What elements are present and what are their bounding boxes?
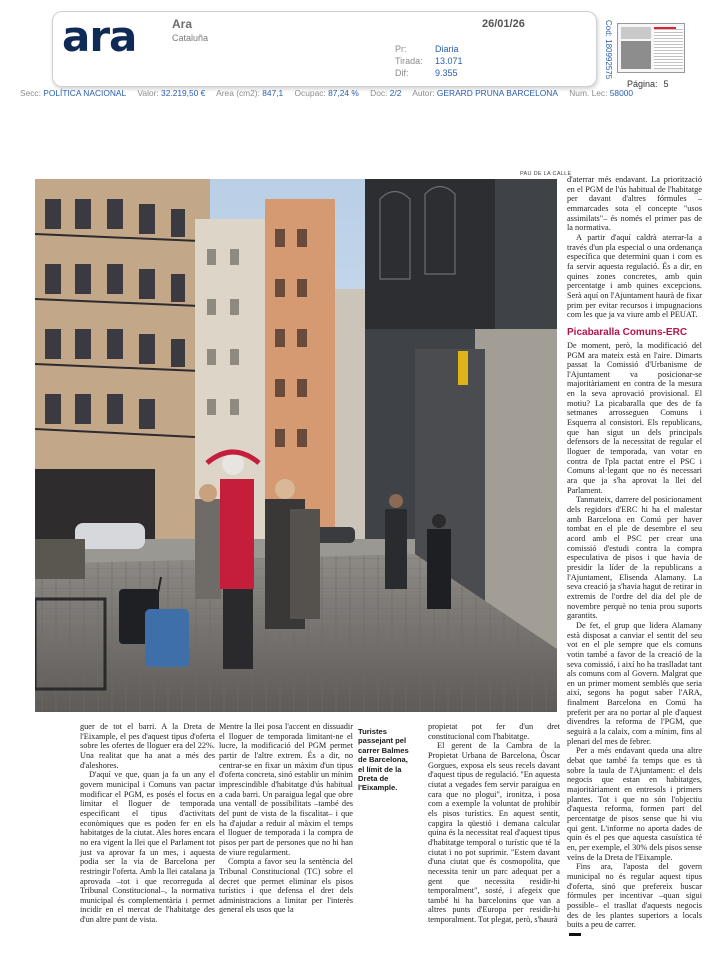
info-numlec-value: 58000	[609, 88, 634, 98]
paragraph: De fet, el grup que lidera Alamany està disposat a canviar el sentit del seu vot en el ple sempre que els comuns votin també a favor de la creació de la seva comissió, i així ho ha traslladat tant als comuns com al Govern. Malgrat que en un primer moment semblés que seria així, segons ha pogut saber l'ARA, finalment Barcelona en Comú ha preferit per ara no portar al ple d'aquest divendres la reforma de l'PGM, que seguirà a la calaix, com a mínim, fins al plenari del mes de febrer.	[567, 620, 702, 746]
info-area-value: 847,1	[262, 88, 284, 98]
info-area-label: Area (cm2):	[216, 88, 260, 98]
info-numlec	[569, 88, 633, 98]
publication-date: 26/01/26	[482, 18, 525, 30]
info-valor	[137, 88, 205, 98]
paragraph: De moment, però, la modificació del PGM ara mateix està en l'aire. Dimarts passat la Comissió d'Urbanisme de l'Ajuntament va posicionar-se majoritàriament en contra de la mesura en la seva aprovació provisional. El motiu? La picabaralla que des de fa setmanes arrosseguen Comuns i Esquerra al consistori. Els republicans, que han sigut un dels principals defensors de la necessitat de regular el lloguer de temporada, van votar en contra de l'pla pactat entre el PSC i Comuns al·legant que no és necessari ara que ja s'ha aprovat la llei del Parlament.	[567, 340, 702, 495]
paragraph: Per a més endavant queda una altre debat que també fa temps que es tà sobre la taula de l'Ajuntament: el dels negocis que estan en habitatges, majoritàriament en entresols i primers plantes. Tot i que no són l'objectiu d'aquesta reforma, formen part del percentatge de pisos sense que hi viu qui gent. L'informe no aporta dades de quin és el pes que aquesta casuística té en, per exemple, el 30% dels pisos sense veïns de la Dreta de l'Eixample.	[567, 746, 702, 862]
info-ocupac	[295, 88, 359, 98]
paragraph: Compta a favor seu la sentència del Tribunal Constitucional (TC) sobre el decret que permet eliminar els pisos turístics i que defensa el dret dels administracions a limitar per l'interès general els usos que la	[219, 857, 353, 915]
thumb-text-block	[654, 27, 683, 69]
paragraph: guer de tot el barri. A la Dreta de l'Eixample, el pes d'aquest tipus d'oferta sobre les ofertes de lloguer era del 22%. Una realitat que ha anat a més des d'aleshores.	[80, 722, 215, 770]
meta-tirada	[395, 56, 463, 66]
article-bottom-column-1	[80, 722, 215, 925]
paragraph: Fins ara, l'aposta del govern municipal no és regular aquest tipus d'oferta, sinó que prefereix buscar fórmules per incentivar –quan sigui possible– el trasllat d'aquests negocis des de les plantes superiors a locals buits a peu de carrer.	[567, 862, 702, 930]
publication-name: Ara	[172, 17, 193, 31]
meta-pr-label: Pr:	[395, 44, 407, 54]
paragraph: El gerent de la Cambra de la Propietat Urbana de Barcelona, Òscar Gorgues, exposa els seus recels davant d'aquest tipus de regulació. "En aquesta ciutat a vegades fem servir paraigua en cara que no plogui", ironitza, i posa com a exemple la voluntat de prohibir els pisos turístics. En aquest sentit, capgira la qüestió i demana calcular quina és la necessitat real d'aquest tipus d'habitatge temporal o turístic que té la ciutat i no pot suprimir. "Estem davant d'una ciutat que és cosmopolita, que necessita tenir un parc adequat per a gent que necessita residir-hi temporalment", sosté, i afegeix que també hi ha barcelonins que van a altres punts d'Europa per residir-hi temporalment. Tot plegat, però, s'haurà	[428, 741, 560, 925]
info-secc-value: POLÍTICA NACIONAL	[43, 88, 127, 98]
meta-tirada-value: 13.071	[435, 56, 463, 66]
street-photo	[35, 179, 557, 712]
article-end-mark	[569, 933, 581, 936]
paragraph: Tanmateix, darrere del posicionament dels regidors d'ERC hi ha el malestar amb Barcelona en Comú per haver tombat en el ple de desembre el seu acord amb el PSC per crear una comissió d'estudi contra la compra especulativa de pisos i que havia de presidir la líder de la republicans a l'Ajuntament, Elisenda Alamany. La seva creació ja s'havia hagut de retirar in extremis de l'ordre del dia del ple de novembre perquè no tenia prou suports garantits.	[567, 495, 702, 621]
thumb-photo-block	[621, 41, 651, 69]
info-autor-value: GERARD PRUNA BARCELONA	[436, 88, 558, 98]
info-area	[216, 88, 283, 98]
photo-caption: Turistes passejant pel carrer Balmes de Barcelona, el límit de la Dreta de l'Eixample.	[358, 727, 409, 793]
meta-pr	[395, 44, 459, 54]
info-valor-value: 32.219,50 €	[161, 88, 206, 98]
subheading: Picabaralla Comuns-ERC	[567, 326, 688, 338]
meta-tirada-label: Tirada:	[395, 56, 423, 66]
paragraph: propietat pot fer d'un dret constitucional com l'habitatge.	[428, 722, 560, 741]
info-secc	[20, 88, 126, 98]
info-autor	[412, 88, 558, 98]
page-number-value: 5	[663, 79, 669, 89]
info-doc	[370, 88, 401, 98]
publication-region: Cataluña	[172, 33, 209, 43]
info-secc-label: Secc:	[20, 88, 41, 98]
paragraph: d'aterrar més endavant. La priorització en el PGM de l'ús habitual de l'habitatge per davant d'altres fórmules –emmarcades sota el concepte "usos assimilats"– és només el primer pas de la normativa.	[567, 175, 702, 233]
paragraph: D'aquí ve que, quan ja fa un any el govern municipal i Comuns van pactar modificar el PGM, es posés el focus en limitar el lloguer de temporada especificant el tipus d'activitats econòmiques que es poden fer en els habitatges de la ciutat. Ales hores encara no era vigent la llei que el Parlament tot just va aprovar fa un mes, i aquesta podia ser la via de Barcelona per restringir l'oferta. Amb la llei catalana ja aprovada –tot i que recorreguda al Tribunal Constitucional–, la normativa municipal és complementària i permet incidir en el mercat de l'habitatge des d'un altre punt de vista.	[80, 770, 215, 925]
article-bottom-column-4	[428, 722, 560, 925]
meta-dif	[395, 68, 458, 78]
info-numlec-label: Num. Lec:	[569, 88, 608, 98]
page-thumbnail[interactable]	[617, 23, 685, 73]
info-ocupac-label: Ocupac:	[294, 88, 326, 98]
clipping-code: Cod: 180992575	[604, 20, 613, 80]
article-right-column	[567, 175, 702, 940]
info-doc-label: Doc:	[370, 88, 388, 98]
ara-logo: ara	[62, 12, 137, 61]
thumb-red-rule	[654, 27, 676, 29]
meta-pr-value: Diaria	[435, 44, 459, 54]
paragraph: A partir d'aquí caldrà aterrar-la a través d'un pla especial o una ordenança específica que determini quan i com es fa servir aquesta regulació. És a dir, en quines zones concretes, amb quin percentatge i amb quines excepcions. Serà aquí on l'Ajuntament haurà de fixar prim per evitar recursos i impugnacions com les que ja va viure amb el PEUAT.	[567, 232, 702, 320]
info-doc-value: 2/2	[389, 88, 402, 98]
info-autor-label: Autor:	[412, 88, 435, 98]
paragraph: Mentre la llei posa l'accent en dissuadir el lloguer de temporada limitant-ne el lucre, la modificació del PGM permet partir de l'altre extrem. És a dir, no centrar-se en fixar un màxim d'un tipus d'oferta concreta, sinó establir un mínim imprescindible d'habitatge d'ús habitual a cada barri. Un paraigua legal que obre una ventall de possibilitats –també des del punt de vista de la fiscalitat– i que ha d'ajudar a reduir al màxim el temps el lloguer de temporada i la compra de pisos per part de persones que no hi han de viure regularment.	[219, 722, 353, 857]
meta-dif-label: Dif:	[395, 68, 409, 78]
photo-credit: PAU DE LA CALLE	[520, 171, 572, 177]
street-photo-illustration	[35, 179, 557, 712]
info-valor-label: Valor:	[137, 88, 159, 98]
thumb-title-block	[621, 27, 651, 39]
info-ocupac-value: 87,24 %	[328, 88, 359, 98]
clipping-info-bar	[0, 88, 720, 99]
meta-dif-value: 9.355	[435, 68, 458, 78]
article-bottom-column-2	[219, 722, 353, 915]
page-number-label: Página:	[627, 79, 658, 89]
